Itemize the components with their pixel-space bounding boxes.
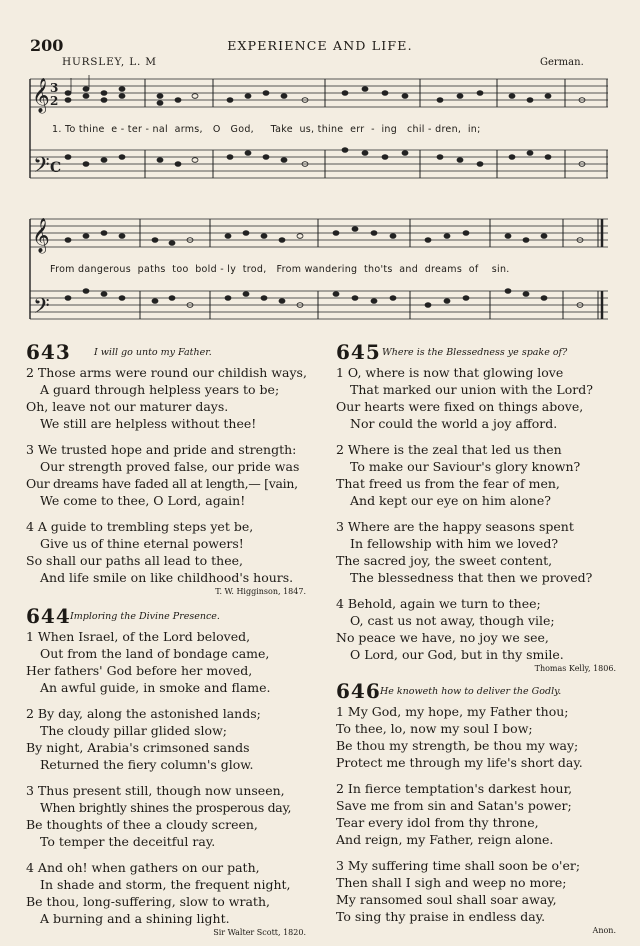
hymn-646-text bbox=[336, 703, 616, 937]
verse-line: Our dreams have faded all at length,— [vain, bbox=[26, 476, 298, 491]
verse-line: To thee, lo, now my soul I bow; bbox=[336, 721, 533, 736]
verse-line: 4 A guide to trembling steps yet be, bbox=[26, 519, 254, 534]
verse-line: That marked our union with the Lord? bbox=[350, 382, 593, 397]
lyrics-line-2: From dangerous paths too bold - ly trod, From wandering tho'ts and dreams of sin. bbox=[50, 264, 510, 275]
music-score bbox=[0, 0, 640, 340]
verse-line: No peace we have, no joy we see, bbox=[336, 630, 549, 645]
verse-line: O Lord, our God, but in thy smile. bbox=[350, 647, 564, 662]
hymn-644-text bbox=[26, 628, 306, 939]
verse-line: Our strength proved false, our pride was bbox=[40, 459, 300, 474]
verse-line: Oh, leave not our maturer days. bbox=[26, 399, 229, 414]
verse-line: 1 O, where is now that glowing love bbox=[336, 365, 564, 380]
verse-line: 3 My suffering time shall soon be o'er; bbox=[336, 858, 581, 873]
left-column bbox=[26, 342, 306, 939]
verse-line: An awful guide, in smoke and flame. bbox=[40, 680, 271, 695]
verse-line: Then shall I sigh and weep no more; bbox=[336, 875, 567, 890]
running-title: EXPERIENCE AND LIFE. bbox=[227, 38, 413, 53]
verse-line: To temper the deceitful ray. bbox=[40, 834, 216, 849]
hymn-number: 645 bbox=[336, 340, 381, 364]
verse-line: Tear every idol from thy throne, bbox=[336, 815, 539, 830]
staff-treble-2 bbox=[30, 219, 608, 247]
verse-line: Returned the fiery column's glow. bbox=[40, 757, 254, 772]
right-column bbox=[336, 342, 616, 937]
verse-line: A guard through helpless years to be; bbox=[40, 382, 280, 397]
verse-line: 2 In fierce temptation's darkest hour, bbox=[336, 781, 573, 796]
page-number: 200 bbox=[30, 36, 64, 55]
hymn-645-heading bbox=[336, 342, 616, 364]
verse-line: Give us of thine eternal powers! bbox=[40, 536, 244, 551]
verse-line: In fellowship with him we loved? bbox=[350, 536, 559, 551]
hymn-title: Where is the Blessedness ye spake of? bbox=[382, 347, 568, 358]
hymn-646-heading bbox=[336, 681, 616, 703]
svg-text:3: 3 bbox=[50, 81, 59, 95]
verse-line: A burning and a shining light. bbox=[40, 911, 230, 926]
verse-line: In shade and storm, the frequent night, bbox=[40, 877, 291, 892]
verse-line: We come to thee, O Lord, again! bbox=[40, 493, 246, 508]
verse-line: O, cast us not away, though vile; bbox=[350, 613, 555, 628]
verse-line: And life smile on like childhood's hours. bbox=[40, 570, 294, 585]
verse-line: So shall our paths all lead to thee, bbox=[26, 553, 243, 568]
verse-line: By night, Arabia's crimsoned sands bbox=[26, 740, 250, 755]
verse-line: Be thou, long-suffering, slow to wrath, bbox=[26, 894, 270, 909]
verse-line: 4 And oh! when gathers on our path, bbox=[26, 860, 260, 875]
verse-line: Out from the land of bondage came, bbox=[40, 646, 270, 661]
hymn-author: Thomas Kelly, 1806. bbox=[534, 664, 616, 673]
verse-line: 2 By day, along the astonished lands; bbox=[26, 706, 261, 721]
svg-text:2: 2 bbox=[50, 94, 59, 108]
verse-line: 3 We trusted hope and pride and strength: bbox=[26, 442, 297, 457]
hymn-title: I will go unto my Father. bbox=[94, 347, 212, 358]
hymn-number: 643 bbox=[26, 340, 71, 364]
svg-text:𝄞: 𝄞 bbox=[32, 78, 50, 113]
verse-line: And kept our eye on him alone? bbox=[350, 493, 551, 508]
verse-line: 1 My God, my hope, my Father thou; bbox=[336, 704, 569, 719]
hymn-author: Anon. bbox=[592, 926, 616, 935]
hymn-644-heading bbox=[26, 606, 306, 628]
verse-line: And reign, my Father, reign alone. bbox=[336, 832, 554, 847]
lyrics-line-1: 1. To thine e - ter - nal arms, O God, Take us, thine err - ing chil - dren, in; bbox=[52, 124, 481, 135]
verse-line: My ransomed soul shall soar away, bbox=[336, 892, 557, 907]
verse-line: We still are helpless without thee! bbox=[40, 416, 257, 431]
hymn-643-heading bbox=[26, 342, 306, 364]
verse-line: 3 Where are the happy seasons spent bbox=[336, 519, 574, 534]
hymn-title: Imploring the Divine Presence. bbox=[70, 611, 220, 622]
verse-line: 2 Where is the zeal that led us then bbox=[336, 442, 562, 457]
hymn-number: 646 bbox=[336, 679, 381, 703]
hymn-number: 644 bbox=[26, 604, 71, 628]
hymn-author: T. W. Higginson, 1847. bbox=[215, 587, 306, 596]
hymn-author: Sir Walter Scott, 1820. bbox=[213, 928, 306, 937]
svg-text:𝄢: 𝄢 bbox=[33, 294, 50, 324]
verse-line: Our hearts were fixed on things above, bbox=[336, 399, 584, 414]
staff-treble-1 bbox=[30, 79, 608, 107]
svg-text:C: C bbox=[50, 160, 62, 176]
svg-text:𝄢: 𝄢 bbox=[33, 153, 50, 183]
verse-line: Her fathers' God before her moved, bbox=[26, 663, 253, 678]
verse-line: Protect me through my life's short day. bbox=[336, 755, 583, 770]
verse-line: 1 When Israel, of the Lord beloved, bbox=[26, 629, 251, 644]
verse-line: 3 Thus present still, though now unseen, bbox=[26, 783, 285, 798]
verse-line: To make our Saviour's glory known? bbox=[350, 459, 581, 474]
tune-origin: German. bbox=[540, 57, 584, 68]
verse-line: When brightly shines the prosperous day, bbox=[40, 800, 292, 815]
verse-line: 2 Those arms were round our childish ways, bbox=[26, 365, 307, 380]
verse-line: The blessedness that then we proved? bbox=[350, 570, 593, 585]
verse-line: Save me from sin and Satan's power; bbox=[336, 798, 572, 813]
verse-line: Nor could the world a joy afford. bbox=[350, 416, 558, 431]
verse-line: 4 Behold, again we turn to thee; bbox=[336, 596, 541, 611]
verse-line: Be thoughts of thee a cloudy screen, bbox=[26, 817, 258, 832]
verse-line: That freed us from the fear of men, bbox=[336, 476, 560, 491]
hymn-title: He knoweth how to deliver the Godly. bbox=[380, 686, 562, 697]
hymn-645-text bbox=[336, 364, 616, 675]
hymn-643-text bbox=[26, 364, 306, 598]
verse-line: The cloudy pillar glided slow; bbox=[40, 723, 227, 738]
svg-text:𝄞: 𝄞 bbox=[32, 218, 50, 253]
staff-bass-1 bbox=[30, 150, 608, 178]
verse-line: The sacred joy, the sweet content, bbox=[336, 553, 553, 568]
verse-line: To sing thy praise in endless day. bbox=[336, 909, 546, 924]
tune-name: HURSLEY, L. M bbox=[62, 56, 157, 68]
staff-bass-2 bbox=[30, 291, 608, 319]
verse-line: Be thou my strength, be thou my way; bbox=[336, 738, 579, 753]
